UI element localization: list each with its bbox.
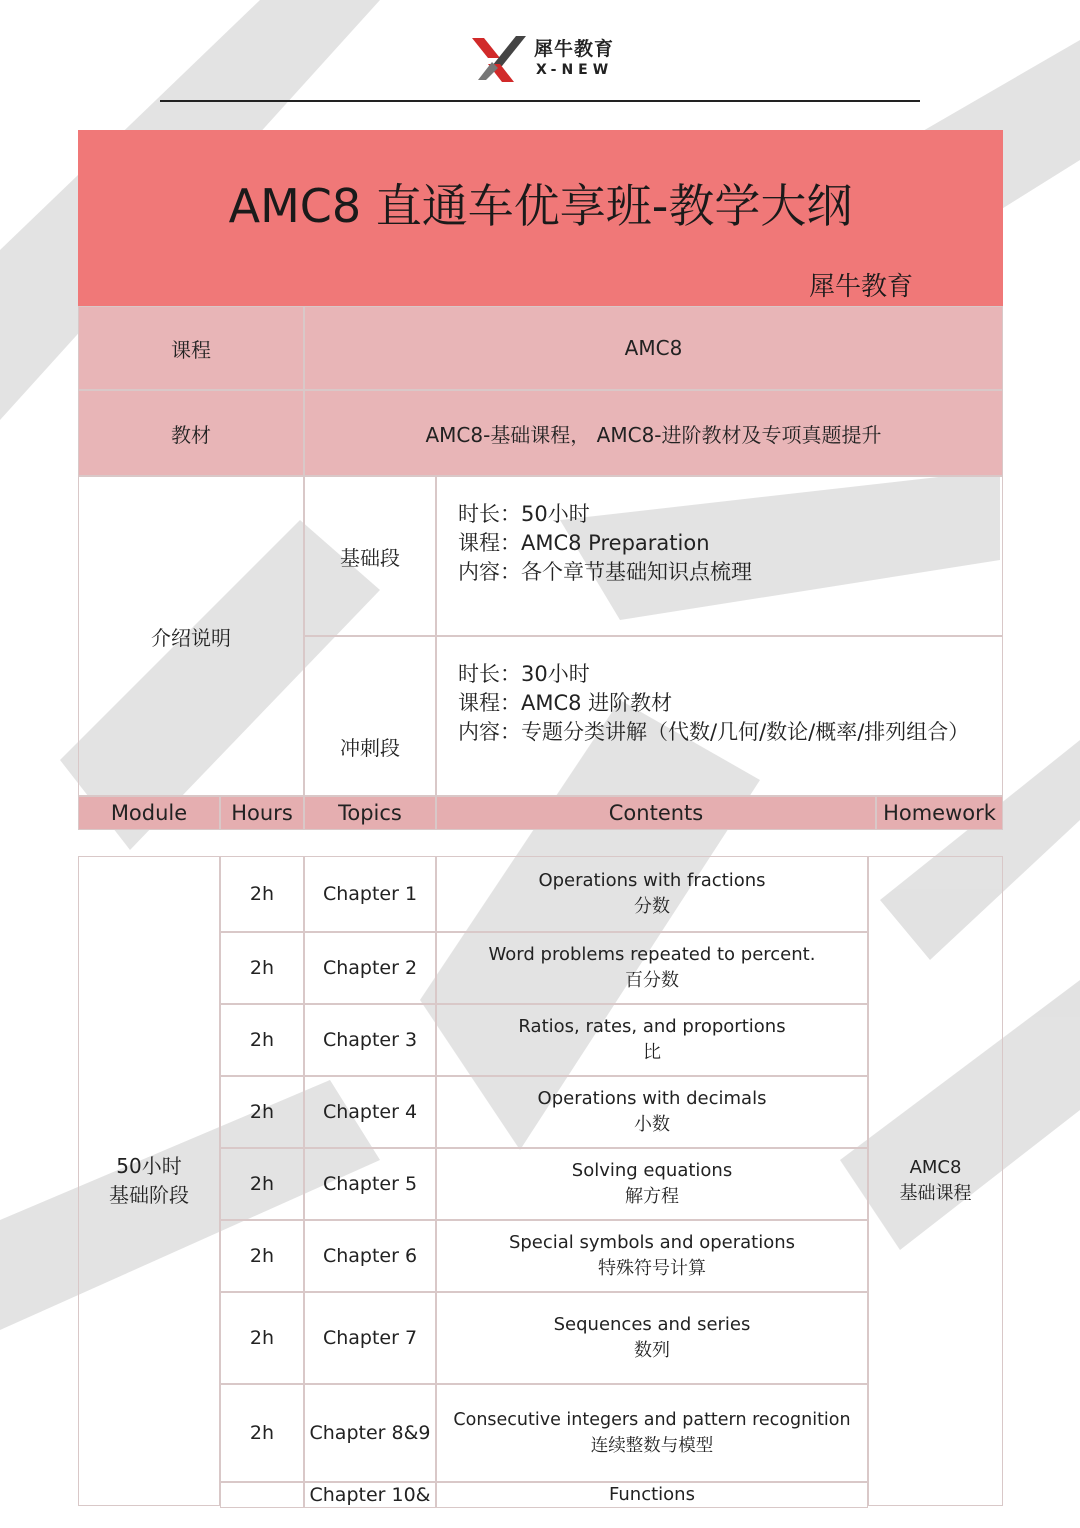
table-row-hours: 2h xyxy=(220,1384,304,1482)
title-banner xyxy=(78,130,1003,306)
table-row-topic: Chapter 5 xyxy=(304,1148,436,1220)
homework-line1: AMC8 xyxy=(909,1157,962,1178)
x-new-logo-icon xyxy=(470,34,528,84)
stage1-details xyxy=(458,500,752,587)
table-row-content: Functions xyxy=(436,1482,868,1508)
table-row-topic: Chapter 8&9 xyxy=(304,1384,436,1482)
stage2-name: 冲刺段 xyxy=(340,735,400,760)
table-row-hours: 2h xyxy=(220,1148,304,1220)
table-row-content: Consecutive integers and pattern recognition 连续整数与模型 xyxy=(436,1384,868,1482)
header-contents: Contents xyxy=(436,796,876,830)
logo-english-text: X-NEW xyxy=(536,62,614,78)
stage1-name: 基础段 xyxy=(340,545,400,570)
stage1-duration: 时长：50小时 xyxy=(458,502,590,526)
table-row-hours xyxy=(220,1482,304,1508)
stage1-name-cell xyxy=(304,476,436,636)
table-row-topic: Chapter 7 xyxy=(304,1292,436,1384)
table-row-hours: 2h xyxy=(220,1292,304,1384)
material-value-cell xyxy=(304,390,1003,476)
material-label: 教材 xyxy=(171,422,211,447)
banner-brand: 犀牛教育 xyxy=(808,272,913,302)
homework-line2: 基础课程 xyxy=(899,1183,972,1204)
brand-logo xyxy=(470,28,630,88)
stage2-name-cell xyxy=(304,636,436,796)
table-row-topic: Chapter 10& xyxy=(304,1482,436,1508)
table-row-content: Special symbols and operations 特殊符号计算 xyxy=(436,1220,868,1292)
header-module: Module xyxy=(78,796,220,830)
course-label-cell xyxy=(78,306,304,390)
logo-chinese-text: 犀牛教育 xyxy=(534,38,615,60)
header-homework: Homework xyxy=(876,796,1003,830)
table-row-topic: Chapter 4 xyxy=(304,1076,436,1148)
table-row-content: Operations with decimals 小数 xyxy=(436,1076,868,1148)
intro-label-cell xyxy=(78,476,304,796)
stage2-course: 课程：AMC8 进阶教材 xyxy=(458,691,673,715)
table-row-topic: Chapter 6 xyxy=(304,1220,436,1292)
course-label: 课程 xyxy=(171,337,211,362)
table-row-hours: 2h xyxy=(220,1076,304,1148)
stage2-duration: 时长：30小时 xyxy=(458,662,590,686)
header-hours: Hours xyxy=(220,796,304,830)
table-row-content: Sequences and series 数列 xyxy=(436,1292,868,1384)
table-row-topic: Chapter 3 xyxy=(304,1004,436,1076)
table-row-content: Operations with fractions 分数 xyxy=(436,856,868,932)
stage2-details xyxy=(458,660,969,747)
header-topics: Topics xyxy=(304,796,436,830)
stage1-content: 内容：各个章节基础知识点梳理 xyxy=(458,560,752,584)
module-line2: 基础阶段 xyxy=(109,1183,189,1207)
module-line1: 50小时 xyxy=(116,1154,182,1178)
table-row-hours: 2h xyxy=(220,1220,304,1292)
stage1-course: 课程：AMC8 Preparation xyxy=(458,531,710,555)
intro-label: 介绍说明 xyxy=(151,625,231,650)
material-value: AMC8-基础课程， AMC8-进阶教材及专项真题提升 xyxy=(425,422,882,447)
table-row-content: Solving equations 解方程 xyxy=(436,1148,868,1220)
course-value: AMC8 xyxy=(624,336,683,360)
table-row-topic: Chapter 2 xyxy=(304,932,436,1004)
stage2-content: 内容：专题分类讲解（代数/几何/数论/概率/排列组合） xyxy=(458,720,970,744)
table-row-hours: 2h xyxy=(220,856,304,932)
course-value-cell xyxy=(304,306,1003,390)
table-row-content: Ratios, rates, and proportions 比 xyxy=(436,1004,868,1076)
table-row-topic: Chapter 1 xyxy=(304,856,436,932)
table-row-hours: 2h xyxy=(220,1004,304,1076)
module-cell xyxy=(78,856,220,1506)
homework-cell xyxy=(868,856,1003,1506)
table-row-hours: 2h xyxy=(220,932,304,1004)
page-title: AMC8 直通车优享班-教学大纲 xyxy=(228,179,853,233)
header-divider xyxy=(160,100,920,102)
material-label-cell xyxy=(78,390,304,476)
table-row-content: Word problems repeated to percent. 百分数 xyxy=(436,932,868,1004)
